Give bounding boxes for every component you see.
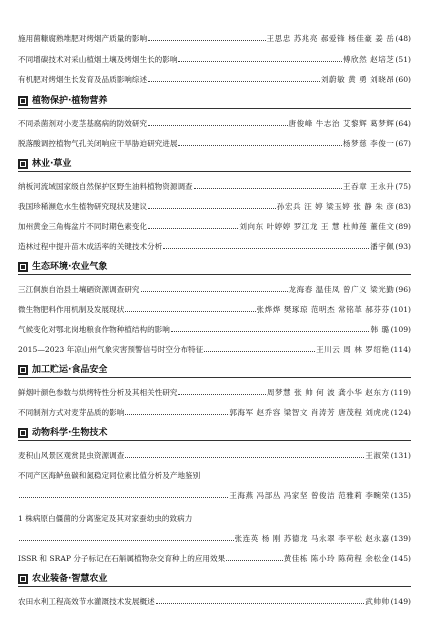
entry-page: (60)	[395, 75, 411, 84]
toc-entry[interactable]	[18, 119, 411, 129]
entry-authors: 潘宇佩	[370, 242, 395, 251]
entry-page: (149)	[390, 597, 411, 606]
toc-entry[interactable]	[18, 408, 411, 418]
entry-page: (114)	[390, 345, 411, 354]
entry-authors: 孙宏兵 汪 婷 梁玉婷 张 静 朱 彦	[276, 202, 395, 211]
section-marker-icon	[18, 428, 28, 438]
entry-title: 不同产区海鲈鱼碳和氮稳定同位素比值分析及产地鉴别	[18, 471, 201, 480]
leader-dots	[148, 34, 265, 41]
toc-entry[interactable]	[18, 388, 411, 398]
toc-entry[interactable]	[18, 242, 411, 252]
toc-entry[interactable]	[18, 75, 411, 85]
entry-page: (131)	[390, 451, 411, 460]
entry-title: 施用菌糠腐熟堆肥对烤烟产质量的影响	[18, 34, 148, 43]
entry-page: (119)	[390, 388, 411, 397]
entry-authors: 杨梦慈 李俊一	[342, 139, 395, 148]
entry-title: 我国珍稀濒危水生植物研究现状及建议	[18, 202, 148, 211]
entry-authors: 刘向东 叶婷婷 罗江龙 王 慧 杜帅莲 董佳文	[239, 222, 395, 231]
entry-authors: 周梦慧 张 帅 何 波 龚小华 赵东方	[266, 388, 390, 397]
leader-dots	[148, 202, 276, 209]
leader-dots	[19, 491, 228, 498]
entry-page: (145)	[390, 554, 411, 563]
section-title: 生态环境·农业气象	[32, 262, 108, 272]
section-header-forestry	[18, 158, 411, 172]
entry-page: (67)	[395, 139, 411, 148]
leader-dots	[148, 119, 287, 126]
toc-entry[interactable]	[18, 514, 411, 544]
section-marker-icon	[18, 365, 28, 375]
leader-dots	[163, 242, 369, 249]
entry-title: 麦积山风景区观赏昆虫资源调查	[18, 451, 125, 460]
section-title: 农业装备·智慧农业	[32, 574, 108, 584]
toc-entry[interactable]	[18, 471, 411, 501]
toc-entry[interactable]	[18, 202, 411, 212]
section-title: 林业·草业	[32, 159, 72, 169]
entry-authors: 龙海春 温佳凤 曾广义 梁光勤	[288, 285, 395, 294]
entry-authors: 王吞章 王永升	[342, 182, 395, 191]
entry-title: 不同杀菌剂对小麦茎基腐病的防效研究	[18, 119, 148, 128]
section-header-ecology	[18, 261, 411, 275]
leader-dots	[178, 388, 265, 395]
section-marker-icon	[18, 159, 28, 169]
leader-dots	[156, 597, 365, 604]
entry-authors: 王淑荣	[365, 451, 390, 460]
entry-authors: 武帅帅	[365, 597, 390, 606]
entry-title: 2015—2023 年凉山州气象灾害预警信号时空分布特征	[18, 345, 204, 354]
toc-entry[interactable]	[18, 285, 411, 295]
entry-page: (96)	[395, 285, 411, 294]
entry-page: (75)	[395, 182, 411, 191]
leader-dots	[171, 325, 370, 332]
toc-entry[interactable]	[18, 597, 411, 607]
entry-page: (109)	[390, 325, 411, 334]
entry-authors: 张连英 杨 刚 苏德龙 马永翠 李平松 赵永嘉	[234, 534, 390, 543]
entry-authors: 傅欣然 赵培芝	[342, 55, 395, 64]
entry-title: 纳板河流域国家级自然保护区野生油料植物资源调查	[18, 182, 193, 191]
leader-dots	[125, 408, 228, 415]
entry-title: 加州黄金三角梅盆片不同时期色素变化	[18, 222, 148, 231]
toc-entry[interactable]	[18, 305, 411, 315]
leader-dots	[141, 285, 288, 292]
section-header-processing	[18, 364, 411, 378]
entry-authors: 郭海军 赵乔容 梁智文 肖涛芳 唐茂程 刘虎虎	[229, 408, 390, 417]
leader-dots	[226, 554, 282, 561]
leader-dots	[148, 222, 238, 229]
entry-authors: 刘蔚敏 黄 勇 刘晓昂	[320, 75, 395, 84]
entry-title: 三江侗族自治县土壤硒资源调查研究	[18, 285, 140, 294]
leader-dots	[178, 55, 341, 62]
section-title: 植物保护·植物营养	[32, 96, 108, 106]
entry-title: 微生物肥料作用机制及发展现状	[18, 305, 125, 314]
leader-dots	[204, 345, 315, 352]
entry-title: 不同增碳技术对采山植烟土壤及烤烟生长的影响	[18, 55, 178, 64]
toc-entry[interactable]	[18, 182, 411, 192]
entry-title: 造林过程中提升苗木成活率的关键技术分析	[18, 242, 163, 251]
leader-dots	[125, 305, 255, 312]
section-header-agri-equipment	[18, 573, 411, 587]
entry-title: ISSR 和 SRAP 分子标记在石斛属植物杂交育种上的应用效果	[18, 554, 226, 563]
entry-title: 有机肥对烤烟生长发育及品质影响综述	[18, 75, 148, 84]
toc-entry[interactable]	[18, 325, 411, 335]
entry-page: (135)	[390, 491, 411, 500]
section-marker-icon	[18, 574, 28, 584]
entry-page: (48)	[395, 34, 411, 43]
entry-title: 鲜烟叶颜色参数与烘烤特性分析及其相关性研究	[18, 388, 178, 397]
entry-page: (64)	[395, 119, 411, 128]
leader-dots	[19, 534, 234, 541]
entry-page: (139)	[390, 534, 411, 543]
entry-authors: 王思忠 苏兆亮 郝爱锋 杨佳豪 姜 岳	[266, 34, 395, 43]
entry-authors: 王川云 周 林 罗绍艳	[316, 345, 390, 354]
leader-dots	[148, 75, 320, 82]
entry-page: (51)	[395, 55, 411, 64]
toc-entry[interactable]	[18, 34, 411, 44]
toc-entry[interactable]	[18, 222, 411, 232]
leader-dots	[194, 182, 342, 189]
entry-authors: 张烨烨 樊琢琼 范明杰 常铭革 郝芬芬	[256, 305, 390, 314]
section-header-plant-protection	[18, 95, 411, 109]
entry-page: (93)	[395, 242, 411, 251]
entry-page: (83)	[395, 202, 411, 211]
toc-entry[interactable]	[18, 451, 411, 461]
entry-title: 1 株病原白僵菌的分离鉴定及其对家蚕幼虫的致病力	[18, 514, 193, 523]
entry-page: (124)	[390, 408, 411, 417]
entry-title: 气候变化对鄂北岗地粮食作物种植结构的影响	[18, 325, 170, 334]
entry-title: 农田水利工程高效节水灌溉技术发展概述	[18, 597, 155, 606]
leader-dots	[125, 451, 364, 458]
entry-authors: 黄佳栋 陈小玲 陈荷程 余松金	[283, 554, 390, 563]
section-title: 加工贮运·食品安全	[32, 365, 108, 375]
toc-entry[interactable]	[18, 345, 411, 355]
section-marker-icon	[18, 262, 28, 272]
entry-authors: 王海燕 冯部丛 冯家坚 曾俊洁 范雅莉 李畹荣	[229, 491, 390, 500]
section-header-animal-science	[18, 427, 411, 441]
toc-entry[interactable]	[18, 55, 411, 65]
entry-page: (101)	[390, 305, 411, 314]
entry-title: 脱落酸调控植物气孔关闭响应干旱胁迫研究进展	[18, 139, 178, 148]
entry-authors: 唐俊峰 牛志治 艾黎辉 葛梦辉	[288, 119, 395, 128]
entry-authors: 韩 璐	[370, 325, 390, 334]
toc-entry[interactable]	[18, 139, 411, 149]
section-title: 动物科学·生物技术	[32, 428, 108, 438]
section-marker-icon	[18, 96, 28, 106]
entry-title: 不同制剂方式对麦芽品质的影响	[18, 408, 125, 417]
leader-dots	[178, 139, 341, 146]
entry-page: (89)	[395, 222, 411, 231]
toc-entry[interactable]	[18, 554, 411, 564]
